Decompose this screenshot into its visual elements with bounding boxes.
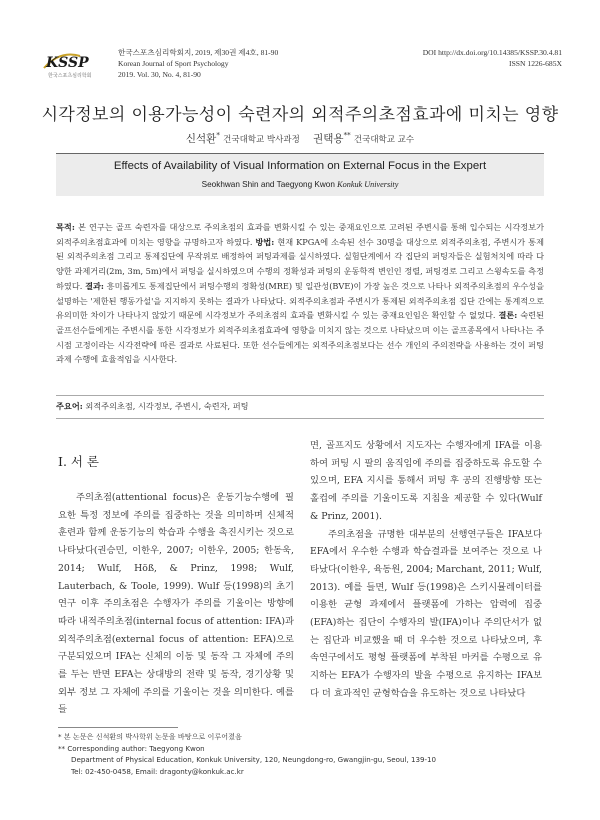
abstract-conclusion: 숙련된 골프선수들에게는 주변시를 통한 시각정보가 외적주의초점효과에 영향을 미치지 않는 것으로 나타났으며 이는 골프종목에서 나타나는 주시점 고정이라는 시각전략에 따른 결과로 사료된다. 또한 선수들에게는 외적주의초점보다는 선수 개인의 주의전략을 사용하는 것이 퍼팅과제 수행에 효율적임을 시사한다. <box>56 310 544 365</box>
author-1-name: 신석환 <box>185 133 217 145</box>
english-authors <box>56 180 544 189</box>
abstract <box>56 220 544 367</box>
abstract-results: 흥미롭게도 통제집단에서 퍼팅수행의 정확성(MRE) 및 일관성(BVE)이 가장 높은 것으로 나타나 외적주의초점의 우수성을 설명하는 '제한된 행동가설'을 지지하지 못하는 결과가 나타났다. 외적주의초점과 주변시가 통제된 외적주의초점 집단 간에는 통계적으로 유의미한 차이가 나타나지 않았기 때문에 시각정보가 주의초점의 효과를 변화시킬 수 있는 중재요인임은 확인할 수 없었다. <box>56 280 544 321</box>
abstract-method: 현재 KPGA에 소속된 선수 30명을 대상으로 외적주의초점, 주변시가 통제된 외적주의초점 그리고 통제집단에 무작위로 배정하여 퍼팅과제를 실시하였다. 실험단계에서 각 집단의 퍼팅자들은 실험처치에 따라 다양한 과제거리(2m, 3m, 5m)에서 퍼팅을 실시하였으며 수행의 정확성과 퍼팅의 운동학적 변인인 정렬, 퍼팅경로 그리고 스윙속도를 측정하였다. <box>56 236 544 291</box>
section-title: I. 서 론 <box>58 454 100 469</box>
journal-logo <box>40 46 106 80</box>
keywords-top-rule <box>56 395 544 396</box>
author-line <box>0 131 600 146</box>
issn: ISSN 1226-685X <box>509 59 562 68</box>
doi-link[interactable]: DOI http://dx.doi.org/10.14385/KSSP.30.4.81 <box>422 48 562 57</box>
author-1-mark: * <box>216 131 220 140</box>
keywords <box>56 401 249 412</box>
author-2-name: 권택용 <box>313 133 344 145</box>
keywords-label: 주요어: <box>56 401 83 411</box>
paper-title: 시각정보의 이용가능성이 숙련자의 외적주의초점효과에 미치는 영향 <box>41 105 559 125</box>
journal-header-right <box>423 47 562 69</box>
footnote-2: ** Corresponding author: Taegyong Kwon <box>58 743 205 753</box>
body-column-left <box>58 489 294 719</box>
abstract-method-label: 방법: <box>255 236 275 247</box>
author-2-affiliation: 건국대학교 교수 <box>353 135 415 145</box>
english-affiliation: Konkuk University <box>337 180 399 189</box>
footnotes <box>58 731 436 777</box>
body-paragraph: 면, 골프지도 상황에서 지도자는 수행자에게 IFA를 이용하여 퍼팅 시 팔의 움직임에 주의를 집중하도록 유도할 수 있으며, EFA 지시를 통해서 퍼팅 후 공의 진행방향 또는 홀컵에 주의를 기울이도록 지침을 제공할 수 있다(Wulf & Prinz, 2001). <box>310 440 542 522</box>
author-2-mark: ** <box>343 131 351 140</box>
body-column-right <box>310 437 542 703</box>
logo-subtitle: 한국스포츠심리학회 <box>48 73 92 79</box>
abstract-purpose-label: 목적: <box>56 222 75 232</box>
body-paragraph: 주의초점(attentional focus)은 운동기능수행에 필요한 특정 정보에 주의를 집중하는 것을 의미하며 신체적 훈련과 함께 운동기능의 학습과 수행을 촉진시키는 것으로 나타났다(권승민, 이한우, 2007; 이한우, 2005; 한동욱, 2014; Wulf, Höß, & Prinz, 1998; Wulf, Lauterbach, & Toole, 1999). Wulf 등(1998)의 초기연구 이후 주의초점은 수행자가 주의를 기울이는 방향에 따라 내적주의초점(internal focus of attention: IFA)과 외적주의초점(external focus of attention: EFA)으로 구분되었으며 IFA는 신체의 이동 및 동작 그 자체에 주의를 두는 반면 EFA는 상대방의 전략 및 동작, 경기상황 및 외부 정보 그 자체에 주의를 기울이는 것을 의미한다. 예를 들 <box>58 492 295 716</box>
journal-name-kr: 한국스포츠심리학회지, 2019, 제30권 제4호, 81-90 <box>118 48 279 57</box>
abstract-purpose: 본 연구는 골프 숙련자를 대상으로 주의초점의 효과를 변화시킬 수 있는 중재요인으로 고려된 주변시를 통해 입수되는 시각정보가 외적주의초점효과에 미치는 영향을 규명하고자 하였다. <box>56 222 544 247</box>
footnote-rule <box>58 727 178 728</box>
footnote-contact[interactable]: Tel: 02-450-0458, Email: dragonty@konkuk.ac.kr <box>71 766 244 776</box>
footnote-1: * 본 논문은 신석환의 박사학위 논문을 바탕으로 이루어졌음 <box>58 732 242 741</box>
abstract-conclusion-label: 결론: <box>498 310 518 321</box>
body-paragraph: 주의초점을 규명한 대부분의 선행연구들은 IFA보다 EFA에서 우수한 수행과 학습결과를 보여주는 것으로 나타났다(이한우, 육동원, 2004; Marchant, 2011; Wulf, 2013). 예를 들면, Wulf 등(1998)은 스키시뮬레이터를 이용한 균형 과제에서 플랫폼에 가하는 압력에 집중(EFA)하는 집단이 수행자의 발(IFA)이나 주의단서가 없는 집단과 비교했을 때 더 우수한 것으로 나타났으며, 후속연구에서도 평형 플랫폼에 부착된 마커를 수평으로 유지하는 EFA가 수행자의 발을 수평으로 유지하는 IFA보다 더 효과적인 균형학습을 유도하는 것으로 나타났다 <box>310 528 542 699</box>
journal-volume: 2019. Vol. 30, No. 4, 81-90 <box>118 70 201 79</box>
author-1-affiliation: 건국대학교 박사과정 <box>223 135 300 145</box>
journal-header-left <box>118 47 278 80</box>
english-title-rule <box>56 153 544 154</box>
footnote-address: Department of Physical Education, Konkuk University, 120, Neungdong-ro, Gwangjin-gu, Seoul, 139-10 <box>71 755 437 764</box>
abstract-results-label: 결과: <box>85 280 104 291</box>
english-author-names: Seokhwan Shin and Taegyong Kwon <box>201 180 335 189</box>
english-title: Effects of Availability of Visual Information on External Focus in the Expert <box>113 160 487 172</box>
journal-name-en: Korean Journal of Sport Psychology <box>118 59 229 68</box>
keywords-list: 외적주의초점, 시각정보, 주변시, 숙련자, 퍼팅 <box>82 401 249 411</box>
logo-text: KSSP <box>46 55 89 71</box>
keywords-bottom-rule <box>56 418 544 419</box>
